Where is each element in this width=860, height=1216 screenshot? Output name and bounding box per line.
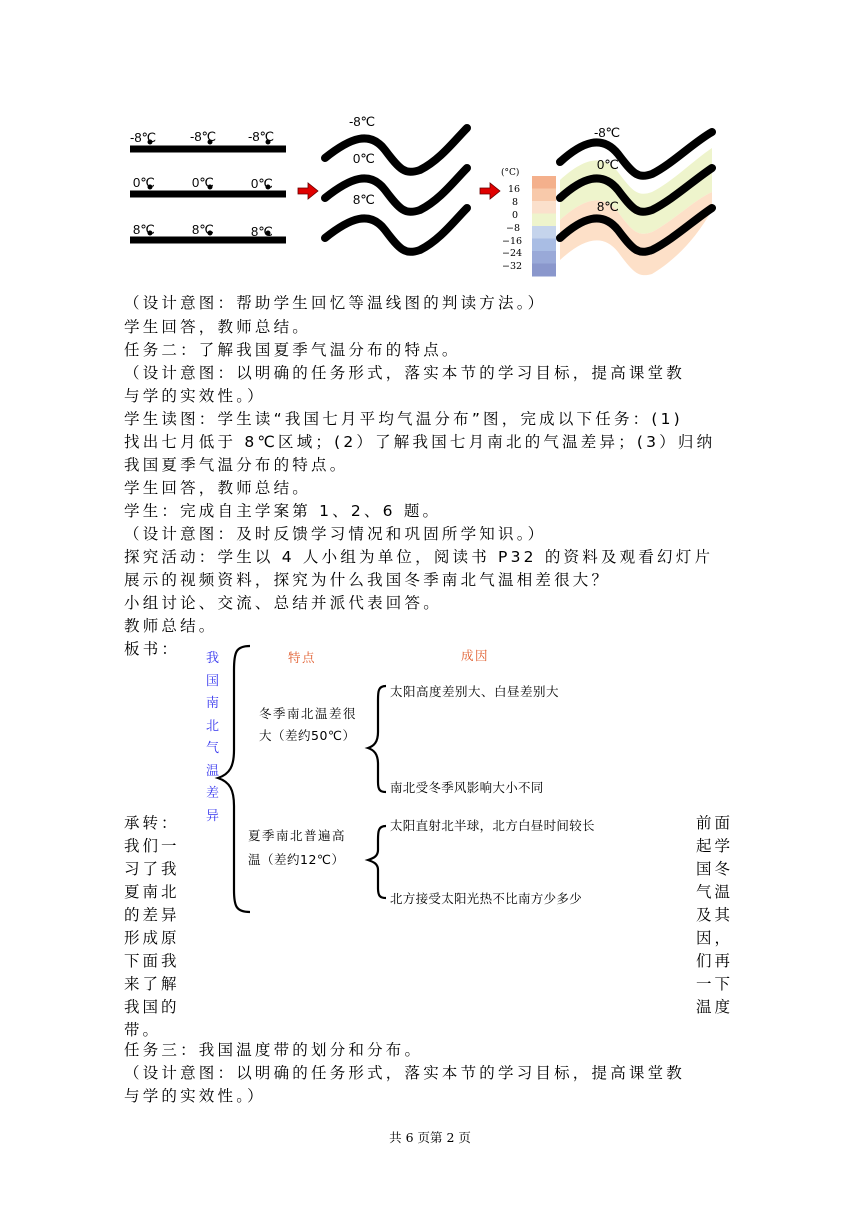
board-title-char: 南 [206,696,220,711]
board-title-char: 温 [206,763,220,779]
p2-label-0: 0℃ [353,151,375,166]
legend-unit: (°C) [501,168,520,178]
p1-label-r2-3: 0℃ [251,176,273,191]
color-legend [532,176,556,277]
p2-label-minus8: -8℃ [349,114,376,129]
wrap-left-4: 夏南北 [124,883,180,901]
legend-tick-m16: −16 [502,236,523,247]
wave-line-0 [325,168,467,212]
legend-swatch [532,251,556,264]
p1-label-r2-2: 0℃ [192,175,214,190]
legend-swatch [532,189,556,202]
legend-tick-m24: −24 [502,248,523,259]
p1-label-r1-3: -8℃ [248,129,275,144]
task-two: 任务二：了解我国夏季气温分布的特点。 [124,341,461,359]
header-feature: 特点 [288,650,317,665]
wrap-left-5: 的差异 [124,906,180,924]
legend-tick-0: 0 [512,210,519,221]
summer-reason-1: 太阳直射北半球，北方白昼时间较长 [390,818,595,833]
wrap-right-1: 前面 [696,814,734,832]
design-intent-4b: 与学的实效性。） [124,1087,266,1105]
board-label: 板书： [124,640,181,658]
legend-swatch [532,176,556,189]
page-footer: 共 6 页第 2 页 [389,1130,471,1145]
wrap-right-6: 因， [696,929,734,947]
header-reason: 成因 [461,648,490,663]
board-title-char: 北 [206,718,220,734]
design-intent-3: （设计意图：及时反馈学习情况和巩固所学知识。） [124,525,547,543]
winter-feature-a: 冬季南北温差很 [259,706,358,721]
legend-tick-m32: −32 [502,261,523,272]
legend-tick-8: 8 [512,197,519,208]
student-answer-2: 学生回答，教师总结。 [124,479,312,497]
wrap-left-8: 来了解 [124,975,180,993]
wrap-left-9: 我国的 [124,998,180,1016]
arrow-1 [298,183,318,199]
summer-feature-a: 夏季南北普遍高 [248,828,347,843]
design-intent-2b: 与学的实效性。） [124,387,266,405]
board-title-char: 国 [206,673,220,689]
board-title-char: 异 [206,808,220,824]
arrow-2 [480,183,500,199]
student-task: 学生：完成自主学案第 1、2、6 题。 [124,502,442,520]
wrap-right-3: 国冬 [696,860,734,878]
read-map-b: 找出七月低于 8℃区域；(2）了解我国七月南北的气温差异；(3）归纳 [124,433,716,451]
p3-label-minus8: -8℃ [594,125,621,140]
board-title [206,648,224,828]
wrap-right-8: 一下 [696,975,734,993]
wrap-right-2: 起学 [696,837,734,855]
wrap-left-6: 形成原 [124,929,180,947]
wrap-right-9: 温度 [696,998,734,1016]
wrap-left-2: 我们一 [124,837,180,855]
design-intent-4a: （设计意图：以明确的任务形式，落实本节的学习目标，提高课堂教 [124,1064,686,1082]
task-three: 任务三：我国温度带的划分和分布。 [124,1041,424,1059]
p1-label-r2-1: 0℃ [133,175,155,190]
p2-label-8: 8℃ [353,192,375,207]
p3-label-0: 0℃ [597,157,619,172]
legend-tick-m8: −8 [506,223,521,234]
legend-swatch [532,264,556,277]
winter-reason-2: 南北受冬季风影响大小不同 [390,780,544,795]
brace-summer [368,826,386,898]
legend-swatch [532,226,556,239]
wrap-left-3: 习了我 [124,860,180,878]
board-title-chars [206,648,224,828]
p1-label-r1-2: -8℃ [190,129,217,144]
group-discussion: 小组讨论、交流、总结并派代表回答。 [124,594,442,612]
legend-swatch [532,239,556,252]
board-title-char: 差 [206,786,220,801]
wave-line-8 [325,208,467,252]
wrap-right-4: 气温 [696,883,734,901]
p1-label-r3-3: 8℃ [251,224,273,239]
wrap-left-column [124,812,180,1042]
wrap-right-column [696,812,733,1019]
legend-swatch [532,201,556,214]
design-intent-2a: （设计意图：以明确的任务形式，落实本节的学习目标，提高课堂教 [124,364,686,382]
wrap-right-7: 们再 [696,952,734,970]
student-answer-1: 学生回答，教师总结。 [124,318,312,336]
board-title-char: 我 [206,651,220,666]
p3-label-8: 8℃ [597,199,619,214]
legend-swatch [532,214,556,227]
wrap-left-10: 带。 [124,1021,162,1039]
p1-label-r1-1: -8℃ [130,130,157,145]
wave-line-minus8 [325,128,467,172]
wrap-right-5: 及其 [696,906,734,924]
winter-reason-1: 太阳高度差别大、白昼差别大 [390,684,560,699]
read-map-c: 我国夏季气温分布的特点。 [124,456,349,474]
legend-tick-16: 16 [508,184,521,195]
read-map-a: 学生读图：学生读“我国七月平均气温分布”图，完成以下任务：(1) [124,410,683,428]
p1-label-r3-1: 8℃ [133,222,155,237]
summer-feature-b: 温（差约12℃） [248,852,345,867]
p1-label-r3-2: 8℃ [192,222,214,237]
board-title-char: 气 [206,741,220,756]
teacher-summary: 教师总结。 [124,617,218,635]
summer-reason-2: 北方接受太阳光热不比南方少多少 [390,891,583,906]
brace-winter [368,686,386,792]
design-intent-1: （设计意图：帮助学生回忆等温线图的判读方法。） [124,294,547,312]
winter-feature-b: 大（差约50℃） [259,728,356,743]
explore-b: 展示的视频资料，探究为什么我国冬季南北气温相差很大？ [124,571,611,589]
explore-a: 探究活动：学生以 4 人小组为单位，阅读书 P32 的资料及观看幻灯片 [124,548,714,566]
wrap-left-7: 下面我 [124,952,180,970]
wrap-left-1: 承转： [124,814,180,832]
